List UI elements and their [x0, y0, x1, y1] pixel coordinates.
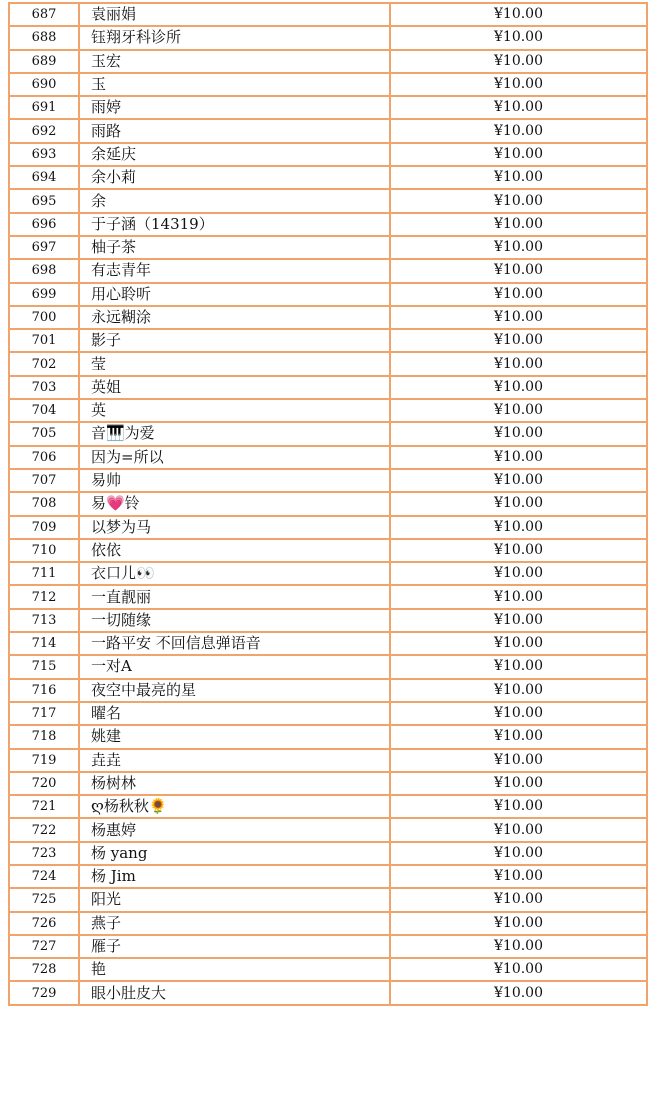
row-number: 706 — [9, 446, 79, 469]
table-row — [9, 539, 647, 562]
table-row — [9, 329, 647, 352]
donor-name: 袁丽娟 — [79, 3, 390, 26]
table-row — [9, 3, 647, 26]
table-row — [9, 236, 647, 259]
donor-name: 阳光 — [79, 888, 390, 911]
row-number: 693 — [9, 143, 79, 166]
donor-name: 影子 — [79, 329, 390, 352]
donor-name: 余 — [79, 189, 390, 212]
donation-amount: ¥10.00 — [390, 818, 647, 841]
table-row — [9, 119, 647, 142]
donation-amount: ¥10.00 — [390, 609, 647, 632]
donor-name: 雨婷 — [79, 96, 390, 119]
donation-table — [8, 2, 648, 1006]
table-row — [9, 679, 647, 702]
row-number: 699 — [9, 283, 79, 306]
table-row — [9, 283, 647, 306]
table-row — [9, 446, 647, 469]
donation-amount: ¥10.00 — [390, 189, 647, 212]
donor-name: 莹 — [79, 352, 390, 375]
table-row — [9, 562, 647, 585]
table-row — [9, 422, 647, 445]
table-row — [9, 492, 647, 515]
donation-amount: ¥10.00 — [390, 166, 647, 189]
table-row — [9, 143, 647, 166]
donation-amount: ¥10.00 — [390, 306, 647, 329]
donor-name: 以梦为马 — [79, 516, 390, 539]
table-row — [9, 399, 647, 422]
row-number: 718 — [9, 725, 79, 748]
row-number: 696 — [9, 213, 79, 236]
donor-name: 雨路 — [79, 119, 390, 142]
row-number: 703 — [9, 376, 79, 399]
table-row — [9, 888, 647, 911]
donation-amount: ¥10.00 — [390, 562, 647, 585]
row-number: 688 — [9, 26, 79, 49]
row-number: 722 — [9, 818, 79, 841]
row-number: 719 — [9, 749, 79, 772]
donor-name: 一切随缘 — [79, 609, 390, 632]
table-row — [9, 725, 647, 748]
table-row — [9, 96, 647, 119]
row-number: 720 — [9, 772, 79, 795]
row-number: 721 — [9, 795, 79, 818]
donor-name: 永远糊涂 — [79, 306, 390, 329]
donation-amount: ¥10.00 — [390, 958, 647, 981]
row-number: 724 — [9, 865, 79, 888]
donor-name: 燕子 — [79, 912, 390, 935]
row-number: 700 — [9, 306, 79, 329]
donation-amount: ¥10.00 — [390, 446, 647, 469]
table-row — [9, 818, 647, 841]
row-number: 707 — [9, 469, 79, 492]
table-row — [9, 213, 647, 236]
table-row — [9, 772, 647, 795]
donation-amount: ¥10.00 — [390, 772, 647, 795]
donation-amount: ¥10.00 — [390, 516, 647, 539]
donation-amount: ¥10.00 — [390, 655, 647, 678]
donation-amount: ¥10.00 — [390, 888, 647, 911]
table-row — [9, 958, 647, 981]
table-row — [9, 189, 647, 212]
row-number: 690 — [9, 73, 79, 96]
donation-amount: ¥10.00 — [390, 50, 647, 73]
donor-name: 一路平安 不回信息弹语音 — [79, 632, 390, 655]
table-row — [9, 306, 647, 329]
row-number: 712 — [9, 585, 79, 608]
donation-amount: ¥10.00 — [390, 725, 647, 748]
table-row — [9, 981, 647, 1004]
donation-amount: ¥10.00 — [390, 399, 647, 422]
row-number: 711 — [9, 562, 79, 585]
donor-name: 因为=所以 — [79, 446, 390, 469]
donation-amount: ¥10.00 — [390, 143, 647, 166]
donor-name: ღ杨秋秋🌻 — [79, 795, 390, 818]
row-number: 687 — [9, 3, 79, 26]
donor-name: 杨树林 — [79, 772, 390, 795]
donation-amount: ¥10.00 — [390, 259, 647, 282]
donation-amount: ¥10.00 — [390, 422, 647, 445]
donation-amount: ¥10.00 — [390, 213, 647, 236]
donation-amount: ¥10.00 — [390, 96, 647, 119]
donor-name: 易💗铃 — [79, 492, 390, 515]
donation-amount: ¥10.00 — [390, 679, 647, 702]
table-row — [9, 912, 647, 935]
donor-name: 英姐 — [79, 376, 390, 399]
donor-name: 易帅 — [79, 469, 390, 492]
table-row — [9, 259, 647, 282]
donation-amount: ¥10.00 — [390, 26, 647, 49]
row-number: 725 — [9, 888, 79, 911]
row-number: 728 — [9, 958, 79, 981]
donation-amount: ¥10.00 — [390, 935, 647, 958]
donation-amount: ¥10.00 — [390, 981, 647, 1004]
row-number: 694 — [9, 166, 79, 189]
donor-name: 雁子 — [79, 935, 390, 958]
donor-name: 于子涵（14319） — [79, 213, 390, 236]
row-number: 691 — [9, 96, 79, 119]
table-row — [9, 585, 647, 608]
row-number: 716 — [9, 679, 79, 702]
row-number: 729 — [9, 981, 79, 1004]
donation-amount: ¥10.00 — [390, 632, 647, 655]
donor-name: 英 — [79, 399, 390, 422]
donation-amount: ¥10.00 — [390, 119, 647, 142]
donation-amount: ¥10.00 — [390, 702, 647, 725]
table-row — [9, 935, 647, 958]
row-number: 714 — [9, 632, 79, 655]
donor-name: 曜名 — [79, 702, 390, 725]
row-number: 713 — [9, 609, 79, 632]
donor-name: 杨 Jim — [79, 865, 390, 888]
donor-name: 余延庆 — [79, 143, 390, 166]
donation-list — [8, 2, 648, 1006]
table-row — [9, 376, 647, 399]
table-row — [9, 166, 647, 189]
donation-amount: ¥10.00 — [390, 352, 647, 375]
donation-amount: ¥10.00 — [390, 912, 647, 935]
table-row — [9, 702, 647, 725]
donor-name: 柚子茶 — [79, 236, 390, 259]
row-number: 708 — [9, 492, 79, 515]
table-row — [9, 795, 647, 818]
donation-amount: ¥10.00 — [390, 539, 647, 562]
donor-name: 依依 — [79, 539, 390, 562]
row-number: 704 — [9, 399, 79, 422]
donor-name: 艳 — [79, 958, 390, 981]
donor-name: 衣口儿👀 — [79, 562, 390, 585]
donor-name: 钰翔牙科诊所 — [79, 26, 390, 49]
row-number: 695 — [9, 189, 79, 212]
donation-amount: ¥10.00 — [390, 585, 647, 608]
donation-amount: ¥10.00 — [390, 842, 647, 865]
table-row — [9, 632, 647, 655]
table-row — [9, 516, 647, 539]
donor-name: 杨惠婷 — [79, 818, 390, 841]
table-row — [9, 609, 647, 632]
row-number: 702 — [9, 352, 79, 375]
donation-amount: ¥10.00 — [390, 492, 647, 515]
table-row — [9, 865, 647, 888]
donor-name: 用心聆听 — [79, 283, 390, 306]
table-row — [9, 73, 647, 96]
row-number: 698 — [9, 259, 79, 282]
row-number: 705 — [9, 422, 79, 445]
donation-amount: ¥10.00 — [390, 283, 647, 306]
donor-name: 有志青年 — [79, 259, 390, 282]
donor-name: 一直靓丽 — [79, 585, 390, 608]
row-number: 709 — [9, 516, 79, 539]
donor-name: 音🎹为爱 — [79, 422, 390, 445]
donation-amount: ¥10.00 — [390, 865, 647, 888]
donation-amount: ¥10.00 — [390, 795, 647, 818]
donation-amount: ¥10.00 — [390, 236, 647, 259]
row-number: 697 — [9, 236, 79, 259]
donor-name: 余小莉 — [79, 166, 390, 189]
donor-name: 玉 — [79, 73, 390, 96]
row-number: 689 — [9, 50, 79, 73]
donor-name: 姚建 — [79, 725, 390, 748]
row-number: 726 — [9, 912, 79, 935]
donor-name: 玉宏 — [79, 50, 390, 73]
row-number: 692 — [9, 119, 79, 142]
table-row — [9, 469, 647, 492]
donation-amount: ¥10.00 — [390, 3, 647, 26]
row-number: 717 — [9, 702, 79, 725]
donation-table-body — [9, 3, 647, 1005]
row-number: 723 — [9, 842, 79, 865]
table-row — [9, 749, 647, 772]
row-number: 727 — [9, 935, 79, 958]
table-row — [9, 655, 647, 678]
row-number: 701 — [9, 329, 79, 352]
donation-amount: ¥10.00 — [390, 749, 647, 772]
donation-amount: ¥10.00 — [390, 73, 647, 96]
row-number: 715 — [9, 655, 79, 678]
donation-amount: ¥10.00 — [390, 329, 647, 352]
donor-name: 杨 yang — [79, 842, 390, 865]
table-row — [9, 352, 647, 375]
donor-name: 夜空中最亮的星 — [79, 679, 390, 702]
donor-name: 垚垚 — [79, 749, 390, 772]
donor-name: 眼小肚皮大 — [79, 981, 390, 1004]
table-row — [9, 842, 647, 865]
donation-amount: ¥10.00 — [390, 469, 647, 492]
row-number: 710 — [9, 539, 79, 562]
donor-name: 一对A — [79, 655, 390, 678]
donation-amount: ¥10.00 — [390, 376, 647, 399]
table-row — [9, 26, 647, 49]
table-row — [9, 50, 647, 73]
